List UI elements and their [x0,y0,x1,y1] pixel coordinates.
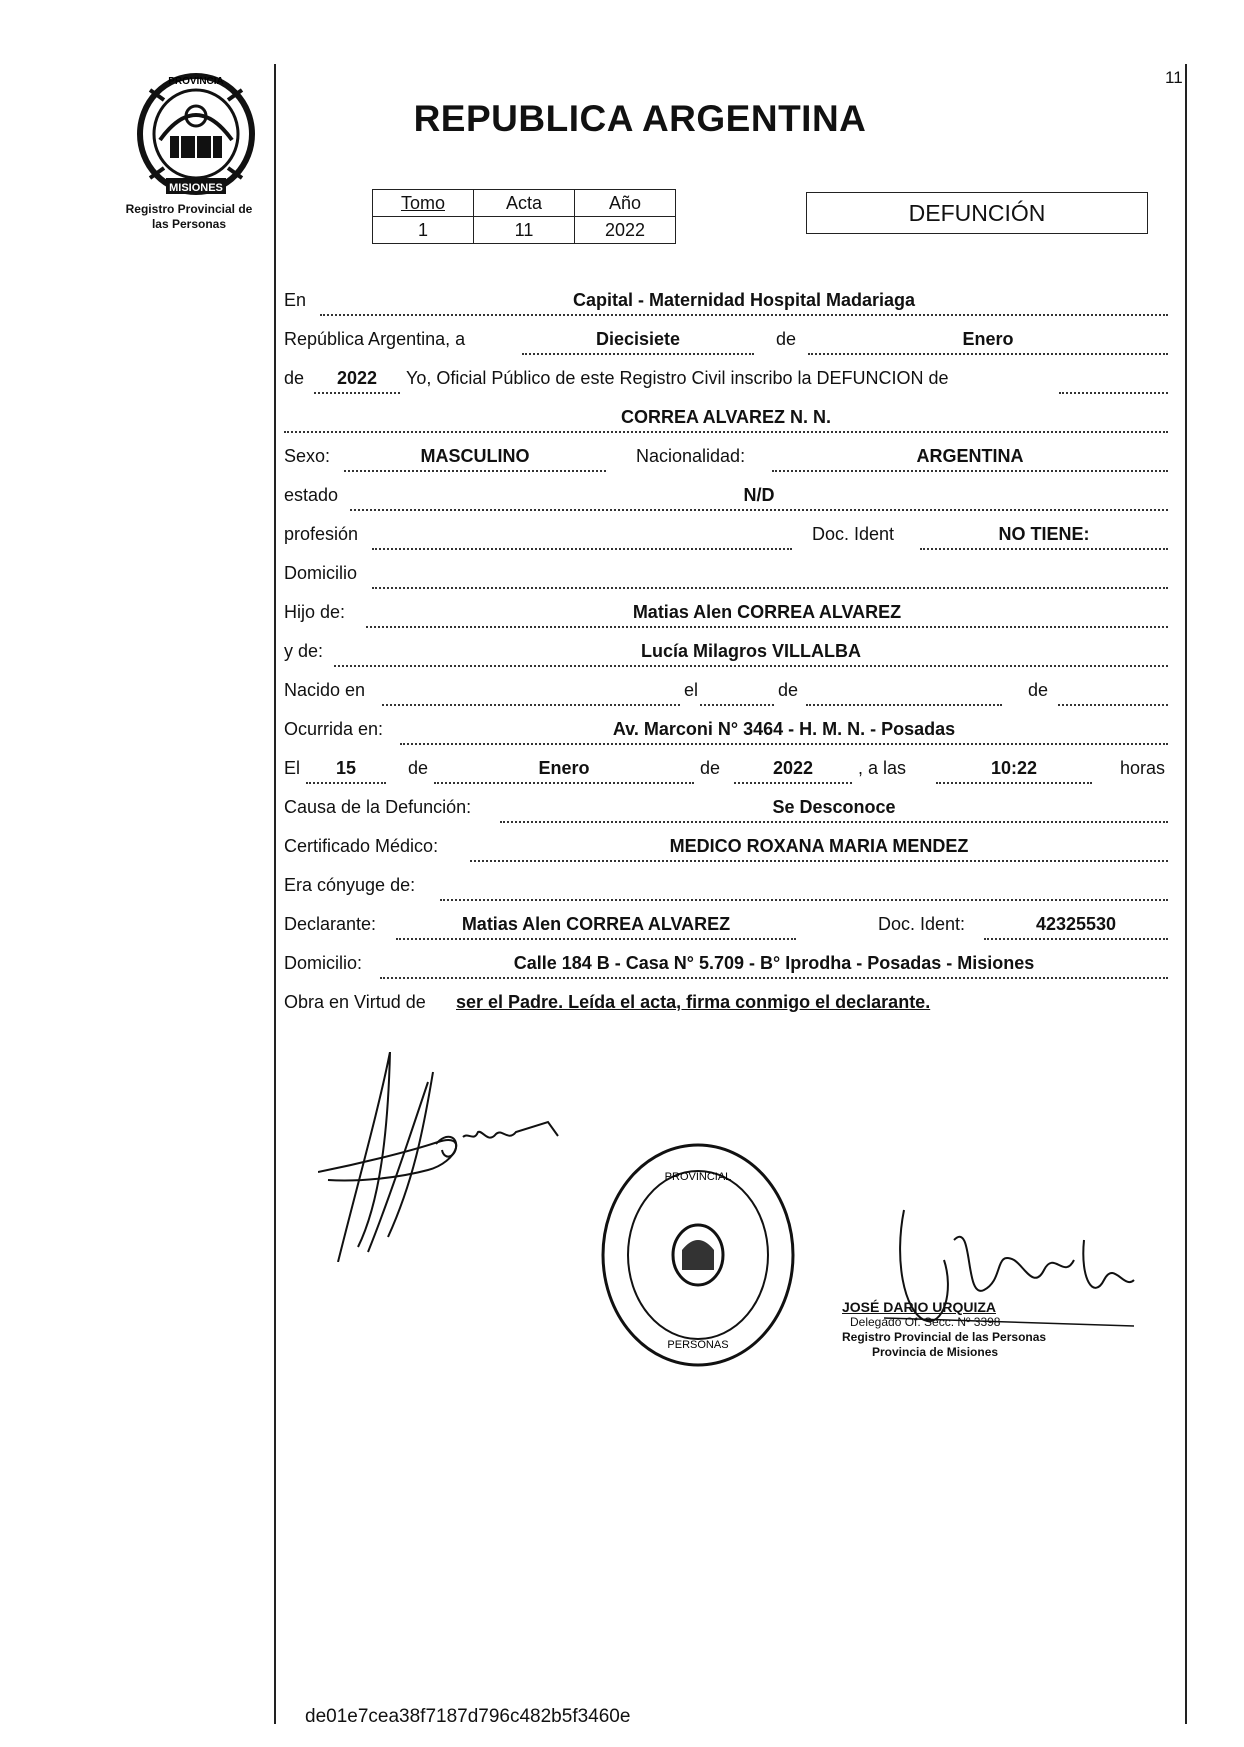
profesion-label: profesión [284,524,359,544]
official-title-1: Delegado Of. Secc. Nº 3398 [850,1315,1001,1329]
acta-value-row [373,217,676,244]
death-year: 2022 [734,758,852,784]
row-domicilio [284,559,1168,591]
registry-label [104,202,274,232]
declarante-label: Declarante: [284,914,377,934]
republica-label: República Argentina, a [284,329,466,349]
death-de-label: de [408,758,429,778]
nacido-month [806,680,1002,706]
yde-label: y de: [284,641,324,661]
declarant-signature [318,1052,618,1262]
province-crest-icon [130,70,262,198]
yo-text: Yo, Oficial Público de este Registro Civil inscribo la DEFUNCION de [406,368,949,388]
doc-label: Doc. Ident [812,524,895,544]
doc-value: NO TIENE: [920,524,1168,550]
conyuge-label: Era cónyuge de: [284,875,416,895]
estado-value: N/D [350,485,1168,511]
deceased-name: CORREA ALVAREZ N. N. [284,407,1168,433]
svg-text:PROVINCIAL: PROVINCIAL [664,1171,732,1183]
death-time: 10:22 [936,758,1092,784]
registry-label-line2: las Personas [151,217,227,231]
day-value: Diecisiete [522,329,754,355]
estado-label: estado [284,485,339,505]
decl-domicilio-value: Calle 184 B - Casa N° 5.709 - B° Iprodha - Posadas - Misiones [380,953,1168,979]
svg-text:MISIONES: MISIONES [169,182,223,194]
obra-value: ser el Padre. Leída el acta, firma conmigo el declarante. [456,992,931,1012]
ocurrida-value: Av. Marconi N° 3464 - H. M. N. - Posadas [400,719,1168,745]
acta-value-acta: 11 [474,217,575,244]
row-nacido [284,676,1168,708]
en-label: En [284,290,307,310]
svg-text:PROVINCIA: PROVINCIA [168,76,224,87]
domicilio-label: Domicilio [284,563,358,583]
acta-header-anio: Año [575,190,676,217]
row-causa [284,793,1168,825]
horas-label: horas [1120,758,1166,778]
nacionalidad-label: Nacionalidad: [636,446,746,466]
acta-value-tomo: 1 [373,217,474,244]
nacido-de-label-2: de [1028,680,1049,700]
death-day: 15 [306,758,386,784]
row-estado [284,481,1168,513]
row-conyuge [284,871,1168,903]
nacionalidad-value: ARGENTINA [772,446,1168,472]
row-sexo [284,442,1168,474]
de-label-2: de [284,368,305,388]
causa-value: Se Desconoce [500,797,1168,823]
conyuge-value [440,875,1168,901]
alas-label: , a las [858,758,907,778]
de-label: de [776,329,797,349]
row-decl-domicilio [284,949,1168,981]
registry-label-line1: Registro Provincial de [125,202,253,216]
en-value: Capital - Maternidad Hospital Madariaga [320,290,1168,316]
official-name: JOSÉ DARIO URQUIZA [842,1299,997,1315]
domicilio-value [372,563,1168,589]
nacido-label: Nacido en [284,680,366,700]
nacido-el-label: el [684,680,699,700]
year-value: 2022 [314,368,400,394]
row-fecha-defuncion [284,754,1184,786]
month-value: Enero [808,329,1168,355]
decl-domicilio-label: Domicilio: [284,953,363,973]
death-de-label-2: de [700,758,721,778]
yde-value: Lucía Milagros VILLALBA [334,641,1168,667]
causa-label: Causa de la Defunción: [284,797,472,817]
row-certificado [284,832,1168,864]
row-profesion [284,520,1168,552]
official-title-3: Provincia de Misiones [872,1345,999,1359]
left-margin-line [274,64,276,1724]
nacido-year [1058,680,1168,706]
right-margin-line [1185,64,1187,1724]
ocurrida-label: Ocurrida en: [284,719,384,739]
row-deceased [284,403,1168,435]
sexo-label: Sexo: [284,446,331,466]
row-ocurrida [284,715,1168,747]
nacido-day [700,680,774,706]
acta-value-anio: 2022 [575,217,676,244]
row-fecha [284,325,1168,357]
el-label: El [284,758,301,778]
official-seal-icon [598,1140,798,1370]
row-en [284,286,1168,318]
nacido-place [382,680,680,706]
certificado-label: Certificado Médico: [284,836,439,856]
record-type-box: DEFUNCIÓN [806,192,1148,234]
hijo-value: Matias Alen CORREA ALVAREZ [366,602,1168,628]
sexo-value: MASCULINO [344,446,606,472]
row-obra [284,988,1168,1020]
document-hash: de01e7cea38f7187d796c482b5f3460e [305,1706,631,1727]
acta-header-tomo: Tomo [373,190,474,217]
death-month: Enero [434,758,694,784]
svg-text:PERSONAS: PERSONAS [667,1339,729,1351]
declarante-doc-label: Doc. Ident: [878,914,966,934]
certificado-value: MEDICO ROXANA MARIA MENDEZ [470,836,1168,862]
page-number: 11 [1165,68,1183,87]
profesion-value [372,524,792,550]
row-hijo [284,598,1168,630]
obra-label: Obra en Virtud de [284,992,426,1012]
page-title: REPUBLICA ARGENTINA [413,98,867,139]
acta-header-row [373,190,676,217]
row-yde [284,637,1168,669]
official-stamp [842,1300,1082,1360]
row-yo [284,364,1168,396]
declarante-doc-value: 42325530 [984,914,1168,940]
yo-trailing-dots [1059,368,1168,394]
nacido-de-label: de [778,680,799,700]
official-title-2: Registro Provincial de las Personas [842,1330,1047,1344]
hijo-label: Hijo de: [284,602,346,622]
row-declarante [284,910,1168,942]
declarante-value: Matias Alen CORREA ALVAREZ [396,914,796,940]
acta-header-acta: Acta [474,190,575,217]
acta-table [372,189,676,244]
